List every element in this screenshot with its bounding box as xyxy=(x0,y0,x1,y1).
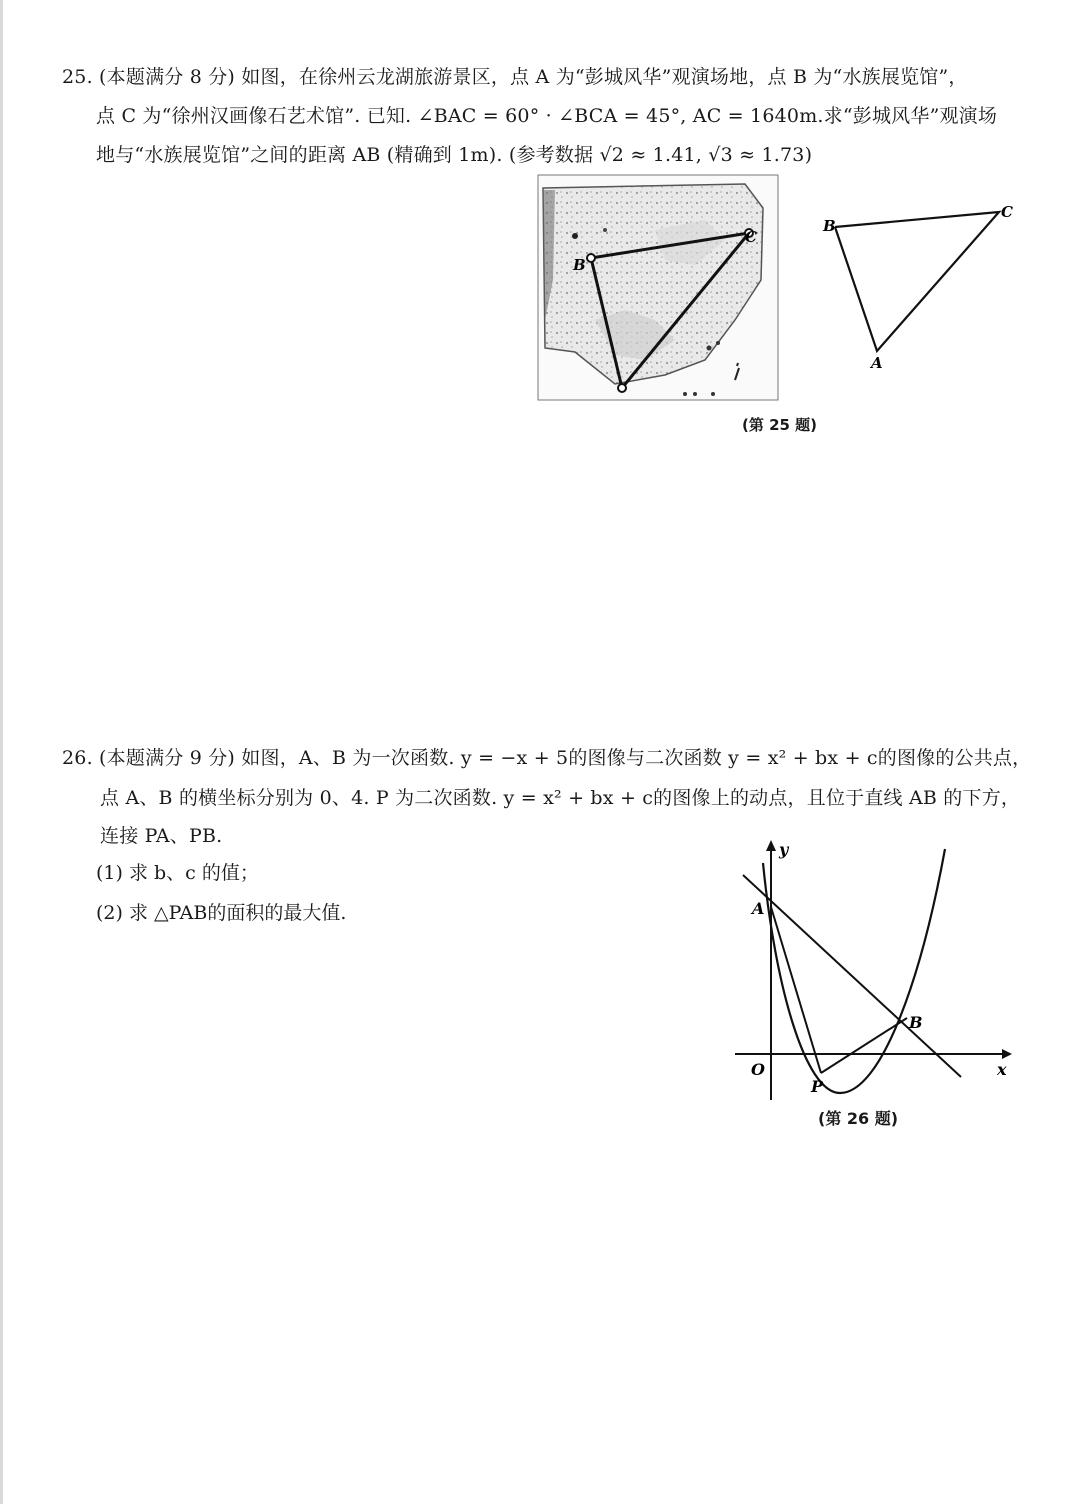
q26-line-2: 点 A、B 的横坐标分别为 0、4. P 为二次函数. y = x² + bx + c的图像上的动点，且位于直线 AB 的下方， xyxy=(100,787,1021,809)
triangle-label-c: C xyxy=(1001,203,1013,221)
page-edge xyxy=(0,0,3,1504)
q26-caption: (第 26 题) xyxy=(818,1109,899,1128)
point-label-b: B xyxy=(909,1013,923,1032)
map-label-c: C xyxy=(745,228,757,246)
q25-line-1: 25. (本题满分 8 分) 如图，在徐州云龙湖旅游景区，点 A 为“彭城风华”观演场地，点 B 为“水族展览馆”， xyxy=(62,66,968,88)
q25-map-figure xyxy=(535,170,785,410)
triangle-label-b: B xyxy=(823,217,836,235)
map-label-b: B xyxy=(573,256,586,274)
q26-part-2: (2) 求 △PAB的面积的最大值. xyxy=(96,902,347,924)
axis-label-y: y xyxy=(779,840,789,859)
triangle-label-a: A xyxy=(871,354,883,372)
q25-line-2: 点 C 为“徐州汉画像石艺术馆”. 已知. ∠BAC = 60° · ∠BCA = 45°, AC = 1640m.求“彭城风华”观演场 xyxy=(96,105,998,127)
q25-caption: (第 25 题) xyxy=(742,416,818,434)
point-label-p: P xyxy=(811,1077,824,1096)
q26-line-3: 连接 PA、PB. xyxy=(100,825,223,847)
q25-triangle-figure xyxy=(815,195,1025,375)
q26-line-1: 26. (本题满分 9 分) 如图，A、B 为一次函数. y = −x + 5的图像与二次函数 y = x² + bx + c的图像的公共点， xyxy=(62,747,1032,769)
x-axis-arrow-icon xyxy=(1002,1049,1012,1059)
axis-label-x: x xyxy=(997,1060,1007,1079)
q26-graph-figure xyxy=(725,835,1025,1105)
q26-part-1: (1) 求 b、c 的值； xyxy=(96,862,259,884)
origin-label: O xyxy=(751,1060,765,1079)
q25-line-3: 地与“水族展览馆”之间的距离 AB (精确到 1m). (参考数据 √2 ≈ 1.41, √3 ≈ 1.73) xyxy=(96,144,813,166)
point-label-a: A xyxy=(752,899,765,918)
y-axis-arrow-icon xyxy=(766,840,776,851)
